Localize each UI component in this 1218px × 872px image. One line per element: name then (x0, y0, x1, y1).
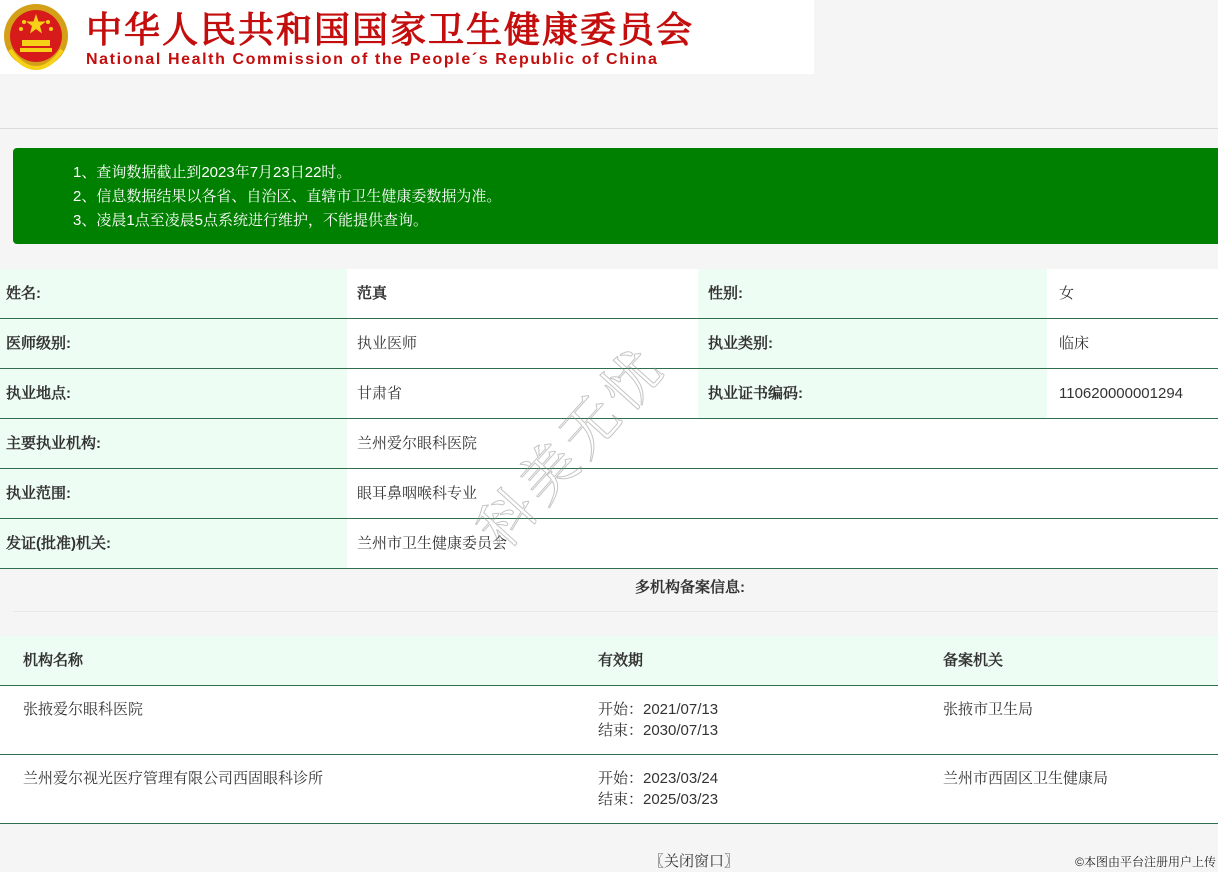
multi-org-divider (13, 611, 1218, 612)
issuer-value: 兰州市卫生健康委员会 (347, 519, 1218, 568)
gender-value: 女 (1047, 269, 1218, 318)
multi-org-table (0, 636, 1218, 824)
site-title-cn: 中华人民共和国国家卫生健康委员会 (86, 10, 695, 51)
validity-start: 开始：2023/03/24 (598, 770, 719, 787)
table-row (0, 419, 1218, 469)
upload-credit: ©本图由平台注册用户上传 (1075, 855, 1216, 869)
header-banner (0, 0, 814, 74)
org-value: 兰州爱尔眼科医院 (347, 419, 1218, 468)
level-value: 执业医师 (347, 319, 698, 368)
category-value: 临床 (1047, 319, 1218, 368)
org-label: 主要执业机构: (0, 419, 347, 468)
scope-label: 执业范围: (0, 469, 347, 518)
validity-start: 开始：2021/07/13 (598, 701, 719, 718)
doctor-info-table (0, 269, 1218, 569)
authority: 兰州市西固区卫生健康局 (943, 770, 1109, 787)
validity (598, 768, 718, 810)
close-window-button[interactable]: 〖关闭窗口〗 (648, 853, 739, 870)
location-value: 甘肃省 (347, 369, 698, 418)
table-row (0, 369, 1218, 419)
authority: 张掖市卫生局 (943, 701, 1034, 718)
validity (598, 699, 718, 741)
cert-value: 110620000001294 (1047, 369, 1218, 418)
issuer-label: 发证(批准)机关: (0, 519, 347, 568)
col-header-authority: 备案机关 (943, 652, 1004, 669)
multi-org-title: 多机构备案信息: (635, 579, 745, 596)
table-header (0, 636, 1218, 686)
notice-box (13, 148, 1218, 244)
table-row (0, 469, 1218, 519)
notice-line: 1、查询数据截止到2023年7月23日22时。 (73, 164, 352, 181)
name-value: 范真 (347, 269, 698, 318)
org-name: 张掖爱尔眼科医院 (23, 701, 144, 718)
name-label: 姓名: (0, 269, 347, 318)
header-divider (0, 128, 1218, 129)
gender-label: 性别: (698, 269, 1047, 318)
category-label: 执业类别: (698, 319, 1047, 368)
table-row (0, 519, 1218, 569)
notice-line: 2、信息数据结果以各省、自治区、直辖市卫生健康委数据为准。 (73, 188, 502, 205)
validity-end: 结束：2030/07/13 (598, 722, 719, 739)
validity-end: 结束：2025/03/23 (598, 791, 719, 808)
table-row (0, 755, 1218, 824)
table-row (0, 269, 1218, 319)
level-label: 医师级别: (0, 319, 347, 368)
notice-line: 3、凌晨1点至凌晨5点系统进行维护，不能提供查询。 (73, 212, 429, 229)
table-row (0, 686, 1218, 755)
table-row (0, 319, 1218, 369)
national-emblem-icon (2, 2, 70, 72)
scope-value: 眼耳鼻咽喉科专业 (347, 469, 1218, 518)
col-header-validity: 有效期 (598, 652, 644, 669)
cert-label: 执业证书编码: (698, 369, 1047, 418)
col-header-org: 机构名称 (23, 652, 84, 669)
location-label: 执业地点: (0, 369, 347, 418)
site-title-en: National Health Commission of the People´s Republic of China (86, 51, 659, 68)
org-name: 兰州爱尔视光医疗管理有限公司西固眼科诊所 (23, 770, 324, 787)
